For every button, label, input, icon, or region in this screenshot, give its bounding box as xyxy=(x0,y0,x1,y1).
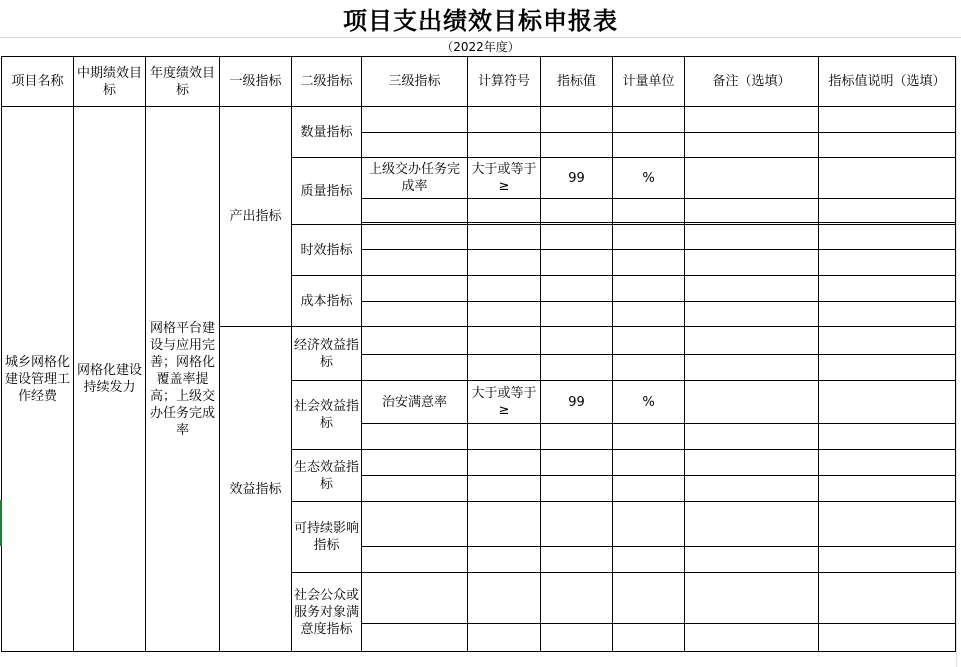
value-cell[interactable] xyxy=(541,355,613,381)
operator-cell[interactable] xyxy=(468,302,541,327)
unit-cell[interactable] xyxy=(613,547,685,573)
unit-cell[interactable] xyxy=(613,276,685,302)
level1-benefit-cell[interactable]: 效益指标 xyxy=(220,327,292,652)
header-mid-term-goal[interactable]: 中期绩效目标 xyxy=(74,57,146,107)
operator-cell[interactable]: 大于或等于≥ xyxy=(468,381,541,424)
level2-quantity-cell[interactable]: 数量指标 xyxy=(292,107,362,158)
header-row xyxy=(2,57,956,107)
remark-cell[interactable] xyxy=(685,424,819,450)
remark-cell[interactable] xyxy=(685,199,819,223)
header-operator[interactable]: 计算符号 xyxy=(468,57,541,107)
value-desc-cell[interactable] xyxy=(819,476,956,502)
level2-ecological-cell[interactable]: 生态效益指标 xyxy=(292,450,362,502)
level3-cell[interactable] xyxy=(362,199,468,223)
level3-cell[interactable] xyxy=(362,107,468,133)
operator-cell[interactable] xyxy=(468,547,541,573)
operator-cell[interactable] xyxy=(468,199,541,223)
level3-cell[interactable] xyxy=(362,424,468,450)
sheet-gridline xyxy=(956,56,961,667)
value-cell[interactable] xyxy=(541,547,613,573)
remark-cell[interactable] xyxy=(685,381,819,424)
level3-cell[interactable]: 治安满意率 xyxy=(362,381,468,424)
operator-cell[interactable] xyxy=(468,424,541,450)
unit-cell[interactable] xyxy=(613,573,685,624)
remark-cell[interactable] xyxy=(685,624,819,652)
operator-cell[interactable] xyxy=(468,573,541,624)
header-level1[interactable]: 一级指标 xyxy=(220,57,292,107)
header-annual-goal[interactable]: 年度绩效目标 xyxy=(146,57,220,107)
value-desc-cell[interactable] xyxy=(819,107,956,133)
value-cell[interactable] xyxy=(541,199,613,223)
remark-cell[interactable] xyxy=(685,502,819,547)
value-desc-cell[interactable] xyxy=(819,199,956,223)
row-selection-marker xyxy=(0,500,2,546)
value-desc-cell[interactable] xyxy=(819,133,956,158)
operator-cell[interactable] xyxy=(468,450,541,476)
level3-cell[interactable] xyxy=(362,502,468,547)
level3-cell[interactable] xyxy=(362,276,468,302)
value-cell[interactable] xyxy=(541,327,613,355)
remark-cell[interactable] xyxy=(685,276,819,302)
unit-cell[interactable] xyxy=(613,476,685,502)
value-cell[interactable] xyxy=(541,450,613,476)
operator-cell[interactable] xyxy=(468,502,541,547)
value-cell[interactable] xyxy=(541,133,613,158)
header-remark[interactable]: 备注（选填） xyxy=(685,57,819,107)
remark-cell[interactable] xyxy=(685,355,819,381)
level2-quality-cell[interactable]: 质量指标 xyxy=(292,158,362,225)
operator-cell[interactable] xyxy=(468,250,541,276)
value-cell[interactable] xyxy=(541,107,613,133)
value-desc-cell[interactable] xyxy=(819,450,956,476)
level3-cell[interactable] xyxy=(362,476,468,502)
value-desc-cell[interactable] xyxy=(819,355,956,381)
remark-cell[interactable] xyxy=(685,302,819,327)
header-value[interactable]: 指标值 xyxy=(541,57,613,107)
remark-cell[interactable] xyxy=(685,476,819,502)
unit-cell[interactable] xyxy=(613,225,685,250)
unit-cell[interactable]: % xyxy=(613,381,685,424)
level2-cost-cell[interactable]: 成本指标 xyxy=(292,276,362,327)
operator-cell[interactable] xyxy=(468,276,541,302)
level2-timeliness-cell[interactable]: 时效指标 xyxy=(292,225,362,276)
level3-cell[interactable] xyxy=(362,355,468,381)
unit-cell[interactable] xyxy=(613,624,685,652)
level3-cell[interactable] xyxy=(362,573,468,624)
annual-goal-cell[interactable]: 网格平台建设与应用完善；网格化覆盖率提高；上级交办任务完成率 xyxy=(146,107,220,652)
value-cell[interactable] xyxy=(541,424,613,450)
value-cell[interactable] xyxy=(541,476,613,502)
value-cell[interactable] xyxy=(541,624,613,652)
value-desc-cell[interactable] xyxy=(819,158,956,199)
header-project-name[interactable]: 项目名称 xyxy=(2,57,74,107)
value-desc-cell[interactable] xyxy=(819,424,956,450)
value-cell[interactable] xyxy=(541,302,613,327)
value-cell[interactable]: 99 xyxy=(541,381,613,424)
operator-cell[interactable]: 大于或等于≥ xyxy=(468,158,541,199)
value-desc-cell[interactable] xyxy=(819,624,956,652)
value-cell[interactable] xyxy=(541,276,613,302)
operator-cell[interactable] xyxy=(468,624,541,652)
page-subtitle: （2022年度） xyxy=(441,40,520,54)
level3-cell[interactable] xyxy=(362,302,468,327)
unit-cell[interactable] xyxy=(613,327,685,355)
operator-cell[interactable] xyxy=(468,225,541,250)
level2-economic-cell[interactable]: 经济效益指标 xyxy=(292,327,362,381)
value-cell[interactable] xyxy=(541,225,613,250)
unit-cell[interactable]: % xyxy=(613,158,685,199)
unit-cell[interactable] xyxy=(613,302,685,327)
level1-output-cell[interactable]: 产出指标 xyxy=(220,107,292,327)
remark-cell[interactable] xyxy=(685,450,819,476)
value-desc-cell[interactable] xyxy=(819,327,956,355)
value-cell[interactable]: 99 xyxy=(541,158,613,199)
value-cell[interactable] xyxy=(541,573,613,624)
level3-cell[interactable] xyxy=(362,327,468,355)
unit-cell[interactable] xyxy=(613,107,685,133)
unit-cell[interactable] xyxy=(613,250,685,276)
unit-cell[interactable] xyxy=(613,502,685,547)
operator-cell[interactable] xyxy=(468,355,541,381)
level3-cell[interactable]: 上级交办任务完成率 xyxy=(362,158,468,199)
operator-cell[interactable] xyxy=(468,476,541,502)
level2-satisfaction-cell[interactable]: 社会公众或服务对象满意度指标 xyxy=(292,573,362,652)
mid-term-goal-cell[interactable]: 网格化建设持续发力 xyxy=(74,107,146,652)
value-desc-cell[interactable] xyxy=(819,547,956,573)
value-desc-cell[interactable] xyxy=(819,225,956,250)
header-level3[interactable]: 三级指标 xyxy=(362,57,468,107)
value-cell[interactable] xyxy=(541,502,613,547)
level3-cell[interactable] xyxy=(362,624,468,652)
value-desc-cell[interactable] xyxy=(819,502,956,547)
remark-cell[interactable] xyxy=(685,547,819,573)
performance-table xyxy=(1,56,956,652)
remark-cell[interactable] xyxy=(685,250,819,276)
operator-cell[interactable] xyxy=(468,133,541,158)
value-desc-cell[interactable] xyxy=(819,276,956,302)
header-unit[interactable]: 计量单位 xyxy=(613,57,685,107)
level3-cell[interactable] xyxy=(362,133,468,158)
value-desc-cell[interactable] xyxy=(819,381,956,424)
unit-cell[interactable] xyxy=(613,424,685,450)
level3-cell[interactable] xyxy=(362,250,468,276)
remark-cell[interactable] xyxy=(685,107,819,133)
remark-cell[interactable] xyxy=(685,133,819,158)
unit-cell[interactable] xyxy=(613,450,685,476)
remark-cell[interactable] xyxy=(685,158,819,199)
unit-cell[interactable] xyxy=(613,133,685,158)
level2-sustainable-cell[interactable]: 可持续影响指标 xyxy=(292,502,362,573)
value-cell[interactable] xyxy=(541,250,613,276)
unit-cell[interactable] xyxy=(613,199,685,223)
value-desc-cell[interactable] xyxy=(819,302,956,327)
remark-cell[interactable] xyxy=(685,225,819,250)
table-row xyxy=(2,107,956,133)
unit-cell[interactable] xyxy=(613,355,685,381)
header-level2[interactable]: 二级指标 xyxy=(292,57,362,107)
value-desc-cell[interactable] xyxy=(819,250,956,276)
page-title: 项目支出绩效目标申报表 xyxy=(343,7,618,35)
level3-cell[interactable] xyxy=(362,547,468,573)
remark-cell[interactable] xyxy=(685,573,819,624)
level3-cell[interactable] xyxy=(362,225,468,250)
operator-cell[interactable] xyxy=(468,327,541,355)
header-value-desc[interactable]: 指标值说明（选填） xyxy=(819,57,956,107)
level2-social-cell[interactable]: 社会效益指标 xyxy=(292,381,362,450)
remark-cell[interactable] xyxy=(685,327,819,355)
level3-cell[interactable] xyxy=(362,450,468,476)
value-desc-cell[interactable] xyxy=(819,573,956,624)
operator-cell[interactable] xyxy=(468,107,541,133)
project-name-cell[interactable]: 城乡网格化建设管理工作经费 xyxy=(2,107,74,652)
